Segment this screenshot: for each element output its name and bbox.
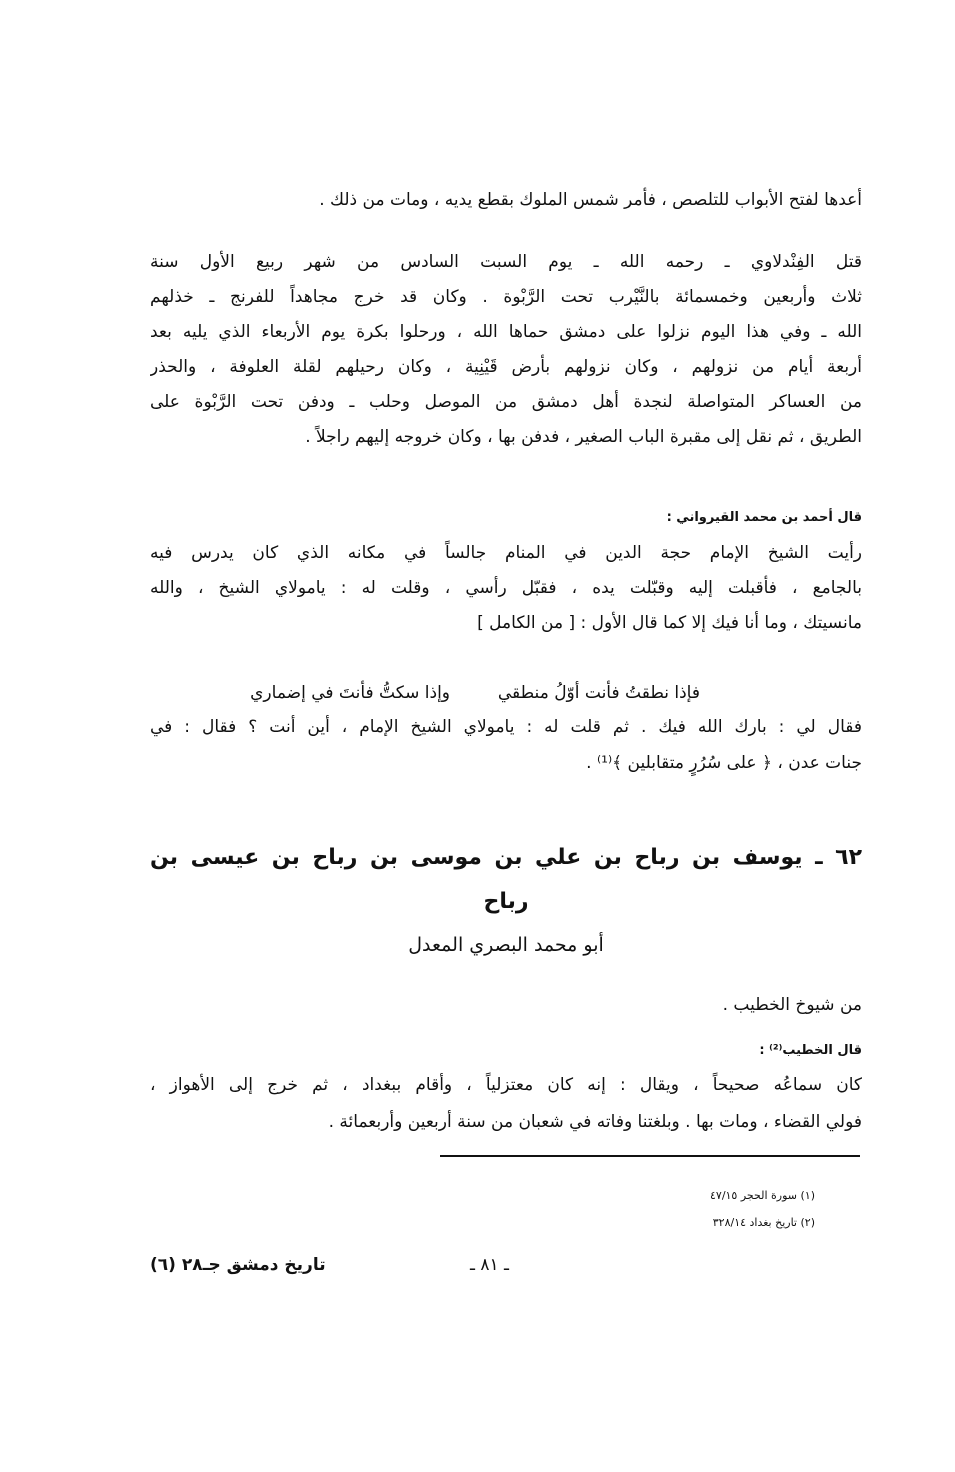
text-line: جنات عدن ، ﴿ على سُرُرٍ متقابلين ﴾⁽¹⁾ . [586, 753, 862, 773]
page-number: ـ ٨١ ـ [470, 1255, 510, 1275]
entry-heading: ٦٢ ـ يوسف بن رباح بن علي بن موسى بن رباح بن عيسى بن [150, 845, 862, 870]
text-line: قتل الفِنْدلاوي ـ رحمه الله ـ يوم السبت السادس من شهر ربيع الأول سنة [150, 252, 862, 272]
text-line: الله ـ وفي هذا اليوم نزلوا على دمشق حماها الله ، ورحلوا بكرة يوم الأربعاء الذي يليه بعد [150, 322, 862, 342]
text-line: من العساكر المتواصلة لنجدة أهل دمشق من الموصل وحلب ـ ودفن تحت الرَّبْوة على [150, 392, 862, 412]
text-line: بالجامع ، فأقبلت إليه وقبّلت يده ، فقبّل رأسي ، وقلت له : يامولاي الشيخ ، والله [150, 578, 862, 598]
text-line: من شيوخ الخطيب . [722, 995, 862, 1015]
footnote: (١) سورة الحجر ٤٧/١٥ [710, 1189, 815, 1202]
footnote: (٢) تاريخ بغداد ٣٢٨/١٤ [712, 1216, 815, 1229]
speaker-label: قال الخطيب⁽²⁾ : [759, 1043, 862, 1058]
entry-heading: رباح [483, 889, 529, 914]
text-line: رأيت الشيخ الإمام حجة الدين في المنام جالساً في مكانه الذي كان يدرس فيه [150, 543, 862, 563]
footnote-divider [440, 1155, 860, 1157]
text-line: الطريق ، ثم نقل إلى مقبرة الباب الصغير ، فدفن بها ، وكان خروجه إليهم راجلاً . [305, 427, 862, 447]
entry-subtitle: أبو محمد البصري المعدل [408, 934, 604, 956]
speaker-label: قال أحمد بن محمد القيرواني : [666, 510, 862, 525]
text-line: فقال لي : بارك الله فيك . ثم قلت له : يامولاي الشيخ الإمام ، أين أنت ؟ فقال : في [150, 717, 862, 737]
verse-second-hemistich: وإذا سكتُّ فأنتَ في إضماري [250, 683, 450, 703]
verse-first-hemistich: فإذا نطقتُ فأنت أوّلُ منطقي [497, 683, 700, 703]
text-line: كان سماعُه صحيحاً ، ويقال : إنه كان معتزلياً ، وأقام ببغداد ، ثم خرج إلى الأهواز ، [150, 1075, 862, 1095]
text-line: ثلاث وأربعين وخمسمائة بالنَّيْرب تحت الرَّبْوة . وكان قد خرج مجاهداً للفرنج ـ خذلهم [150, 287, 862, 307]
text-line: أربعة أيام من نزولهم ، وكان نزولهم بأرض قَيْنِية ، وكان رحيلهم لقلة العلوفة ، والحذر [150, 357, 862, 377]
text-line: مانسيتك ، وما أنا فيك إلا كما قال الأول : [ من الكامل ] [477, 613, 862, 633]
running-footer: تاريخ دمشق جـ٢٨ (٦) [150, 1255, 326, 1275]
text-line: فولي القضاء ، ومات بها . وبلغتنا وفاته في شعبان من سنة أربعين وأربعمائة . [328, 1112, 862, 1132]
text-line: أعدها لفتح الأبواب للتلصص ، فأمر شمس الملوك بقطع يديه ، ومات من ذلك . [319, 190, 862, 210]
